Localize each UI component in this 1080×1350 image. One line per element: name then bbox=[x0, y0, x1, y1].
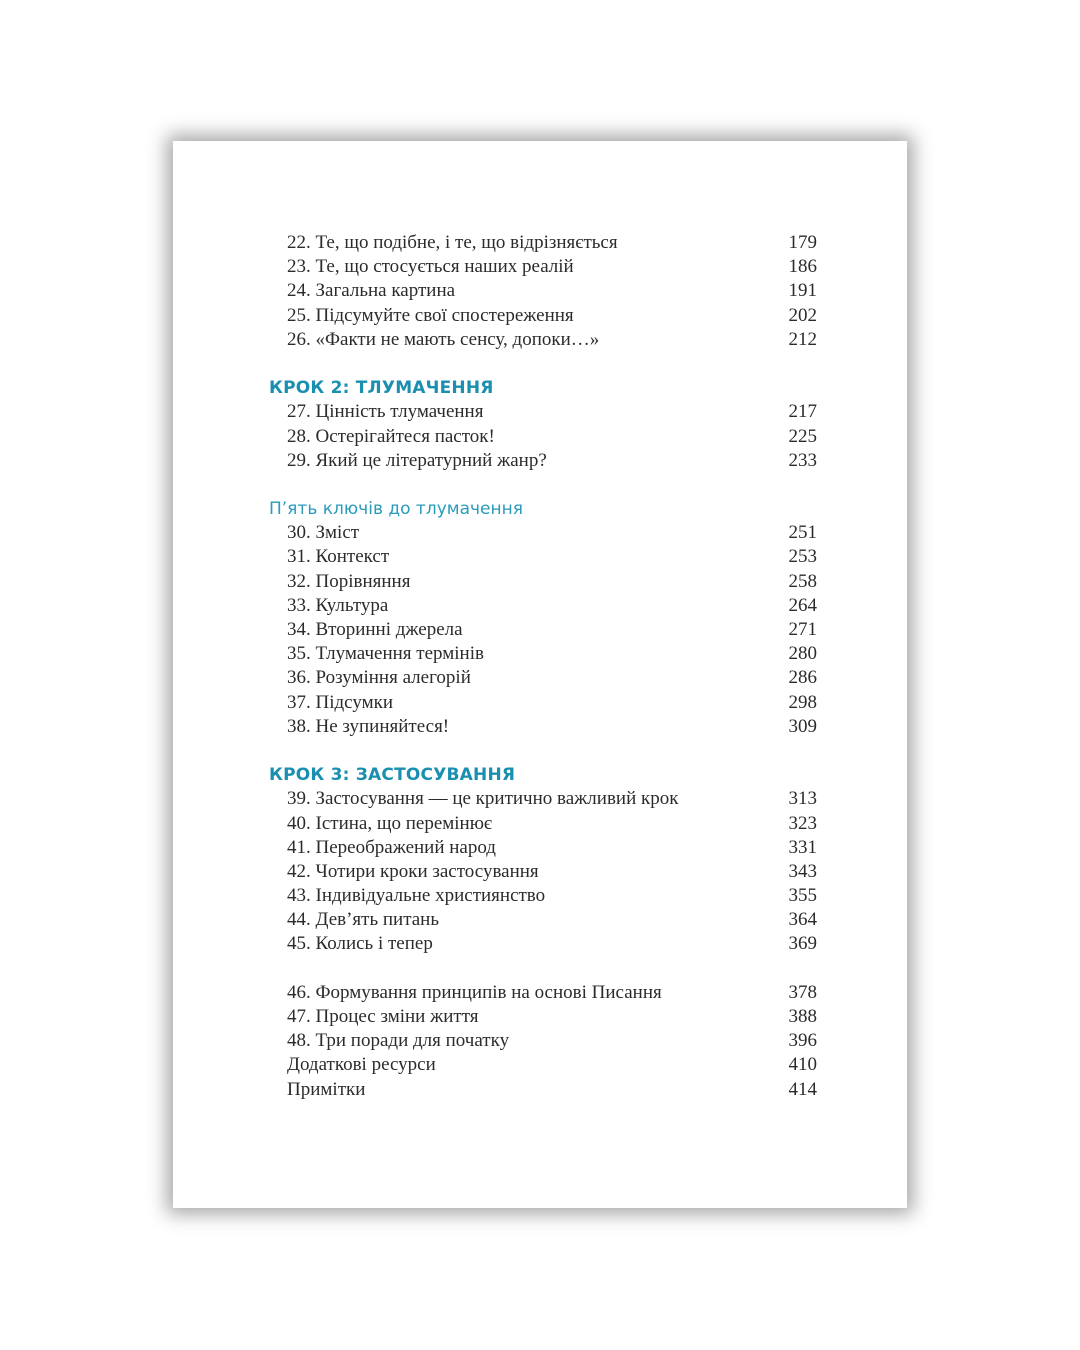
toc-entry-title: 40. Істина, що перемінює bbox=[287, 812, 493, 834]
toc-entry-page: 186 bbox=[788, 256, 817, 278]
toc-entry bbox=[269, 279, 817, 303]
toc-entry-title: 27. Цінність тлумачення bbox=[287, 401, 484, 423]
spacer bbox=[269, 352, 817, 376]
subsection-heading-five-keys: П’ять ключів до тлумачення bbox=[269, 499, 523, 520]
toc-entry-title: 45. Колись і тепер bbox=[287, 933, 433, 955]
toc-entry-page: 396 bbox=[788, 1030, 817, 1052]
toc-entry-page: 343 bbox=[788, 860, 817, 882]
toc-entry bbox=[269, 545, 817, 569]
toc-entry bbox=[269, 594, 817, 618]
section-heading-step-2: КРОК 2: ТЛУМАЧЕННЯ bbox=[269, 378, 494, 399]
toc-entry-title: 31. Контекст bbox=[287, 546, 390, 568]
toc-entry bbox=[269, 884, 817, 908]
toc-entry bbox=[269, 691, 817, 715]
toc-entry-title: 36. Розуміння алегорій bbox=[287, 667, 471, 689]
toc-entry-title: 48. Три поради для початку bbox=[287, 1030, 510, 1052]
toc-entry bbox=[269, 715, 817, 739]
toc-entry bbox=[269, 521, 817, 545]
toc-group-1 bbox=[269, 231, 817, 352]
toc-entry bbox=[269, 1005, 817, 1029]
toc-entry bbox=[269, 787, 817, 811]
toc-entry-page: 233 bbox=[788, 449, 817, 471]
toc-entry-page: 378 bbox=[788, 981, 817, 1003]
toc-entry bbox=[269, 618, 817, 642]
toc-entry-page: 364 bbox=[788, 909, 817, 931]
toc-entry bbox=[269, 1053, 817, 1077]
toc-entry-title: 39. Застосування — це критично важливий крок bbox=[287, 788, 679, 810]
toc-entry-title: 22. Те, що подібне, і те, що відрізняється bbox=[287, 232, 618, 253]
toc-entry-page: 355 bbox=[788, 885, 817, 907]
toc-entry-page: 309 bbox=[788, 715, 817, 737]
toc-entry bbox=[269, 231, 817, 255]
toc-entry-title: 26. «Факти не мають сенсу, допоки…» bbox=[287, 328, 600, 350]
toc-entry-title: 41. Переображений народ bbox=[287, 836, 496, 858]
toc-entry-page: 410 bbox=[788, 1054, 817, 1076]
toc-entry-page: 271 bbox=[788, 619, 817, 640]
toc-group-5 bbox=[269, 981, 817, 1102]
toc-entry-page: 264 bbox=[788, 594, 817, 616]
spacer bbox=[269, 473, 817, 497]
toc-entry-page: 202 bbox=[788, 304, 817, 326]
toc-entry-title: 32. Порівняння bbox=[287, 570, 411, 592]
toc-entry-page: 323 bbox=[788, 812, 817, 834]
toc-group-2 bbox=[269, 400, 817, 473]
toc-group-3 bbox=[269, 521, 817, 739]
toc-entry bbox=[269, 1078, 817, 1102]
toc-entry bbox=[269, 836, 817, 860]
toc-entry-title: 46. Формування принципів на основі Писання bbox=[287, 981, 662, 1003]
toc-entry-title: Примітки bbox=[287, 1078, 366, 1100]
toc-entry bbox=[269, 328, 817, 352]
toc-entry-page: 286 bbox=[788, 667, 817, 689]
toc-entry-page: 313 bbox=[788, 788, 817, 810]
toc-entry-title: 24. Загальна картина bbox=[287, 280, 456, 302]
toc-entry-title: 43. Індивідуальне християнство bbox=[287, 885, 546, 907]
toc-entry bbox=[269, 1029, 817, 1053]
section-heading-step-3: КРОК 3: ЗАСТОСУВАННЯ bbox=[269, 765, 516, 786]
toc-entry-title: 28. Остерігайтеся пасток! bbox=[287, 425, 495, 447]
toc-entry bbox=[269, 425, 817, 449]
toc-entry bbox=[269, 860, 817, 884]
toc-entry bbox=[269, 400, 817, 424]
toc-entry-title: 35. Тлумачення термінів bbox=[287, 643, 484, 665]
toc-entry bbox=[269, 932, 817, 956]
toc-entry-page: 331 bbox=[788, 836, 817, 858]
toc-group-4 bbox=[269, 787, 817, 956]
toc-entry bbox=[269, 642, 817, 666]
toc-entry-title: 38. Не зупиняйтеся! bbox=[287, 715, 450, 737]
toc-entry-page: 212 bbox=[788, 328, 817, 350]
toc-entry-page: 253 bbox=[788, 546, 817, 568]
toc-entry-page: 280 bbox=[788, 643, 817, 665]
spacer bbox=[269, 739, 817, 763]
toc-entry-title: 37. Підсумки bbox=[287, 691, 394, 713]
toc-entry bbox=[269, 812, 817, 836]
toc-entry bbox=[269, 570, 817, 594]
toc-entry bbox=[269, 255, 817, 279]
toc-entry-title: 29. Який це літературний жанр? bbox=[287, 449, 547, 471]
toc-entry-title: 25. Підсумуйте свої спостереження bbox=[287, 304, 574, 326]
toc-entry-page: 251 bbox=[788, 522, 817, 544]
toc-entry-title: 34. Вторинні джерела bbox=[287, 619, 463, 640]
toc-entry-title: 47. Процес зміни життя bbox=[287, 1006, 479, 1027]
toc-entry-title: Додаткові ресурси bbox=[287, 1054, 436, 1076]
toc-entry-page: 369 bbox=[788, 933, 817, 955]
toc-entry-title: 44. Дев’ять питань bbox=[287, 909, 440, 931]
toc-entry bbox=[269, 908, 817, 932]
toc-entry-page: 388 bbox=[788, 1006, 817, 1027]
table-of-contents bbox=[269, 231, 817, 1102]
toc-entry-page: 217 bbox=[788, 401, 817, 423]
toc-entry-title: 23. Те, що стосується наших реалій bbox=[287, 256, 574, 278]
toc-entry bbox=[269, 304, 817, 328]
toc-entry-page: 225 bbox=[788, 425, 817, 447]
spacer bbox=[269, 957, 817, 981]
toc-entry bbox=[269, 666, 817, 690]
toc-entry-page: 258 bbox=[788, 570, 817, 592]
toc-entry-title: 42. Чотири кроки застосування bbox=[287, 860, 539, 882]
toc-entry bbox=[269, 449, 817, 473]
toc-entry-page: 298 bbox=[788, 691, 817, 713]
toc-entry-page: 414 bbox=[788, 1078, 817, 1100]
toc-entry-page: 191 bbox=[788, 280, 817, 302]
toc-entry-page: 179 bbox=[788, 232, 817, 253]
toc-entry-title: 30. Зміст bbox=[287, 522, 360, 544]
toc-entry-title: 33. Культура bbox=[287, 594, 389, 616]
toc-entry bbox=[269, 981, 817, 1005]
